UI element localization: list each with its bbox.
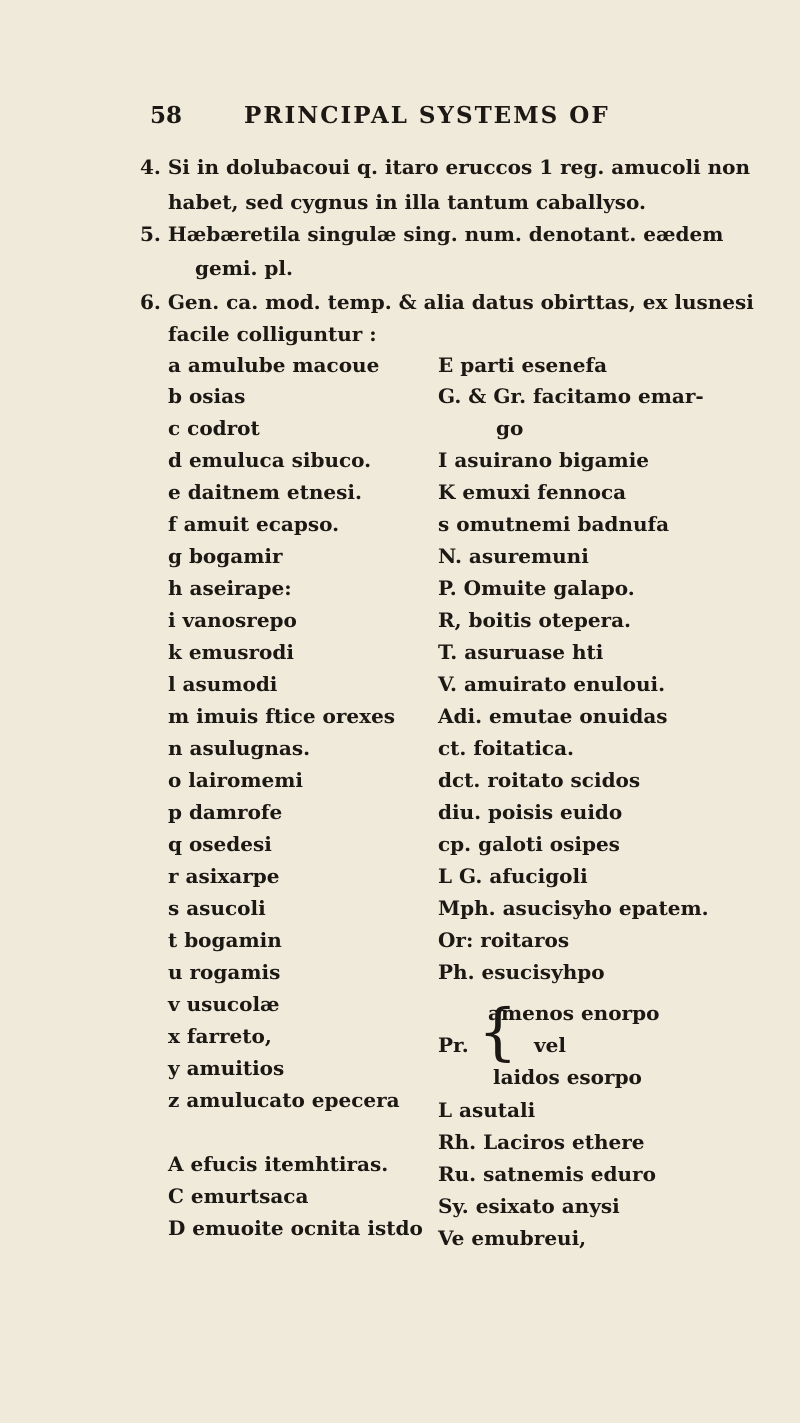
list-item: g bogamir (168, 544, 283, 568)
list-item: V. amuirato enuloui. (438, 672, 666, 696)
intro-line: gemi. pl. (195, 256, 293, 280)
list-item: r asixarpe (168, 864, 280, 888)
list-item: Or: roitaros (438, 928, 570, 952)
list-item: l asumodi (168, 672, 278, 696)
list-item: d emuluca sibuco. (168, 448, 372, 472)
list-item: L asutali (438, 1098, 536, 1122)
list-item: v usucolæ (168, 992, 280, 1016)
list-item: t bogamin (168, 928, 282, 952)
list-item: e daitnem etnesi. (168, 480, 362, 504)
list-item (438, 416, 523, 440)
list-item: E parti esenefa (438, 353, 608, 377)
brace-entry (438, 995, 798, 1091)
list-item: h aseirape: (168, 576, 292, 600)
list-item: Mph. asucisyho epatem. (438, 896, 709, 920)
intro-line: 4. Si in dolubacoui q. itaro eruccos 1 reg. amucoli non (140, 155, 751, 179)
running-title: PRINCIPAL SYSTEMS OF (244, 102, 610, 129)
intro-line: facile colliguntur : (168, 322, 377, 346)
list-item: p damrofe (168, 800, 283, 824)
list-item: Ru. satnemis eduro (438, 1162, 656, 1186)
page-number: 58 (150, 102, 183, 129)
brace-option: laidos esorpo (493, 1065, 642, 1089)
list-item: i vanosrepo (168, 608, 297, 632)
list-item: u rogamis (168, 960, 281, 984)
list-item: T. asuruase hti (438, 640, 604, 664)
intro-line: 5. Hæbæretila singulæ sing. num. denotant. eædem (140, 222, 724, 246)
list-item: n asulugnas. (168, 736, 311, 760)
list-item: k emusrodi (168, 640, 294, 664)
list-item: s asucoli (168, 896, 266, 920)
list-item: N. asuremuni (438, 544, 589, 568)
list-item: P. Omuite galapo. (438, 576, 635, 600)
list-item: A efucis itemhtiras. (168, 1152, 389, 1176)
list-item: Sy. esixato anysi (438, 1194, 620, 1218)
list-item: Adi. emutae onuidas (438, 704, 668, 728)
list-item: I asuirano bigamie (438, 448, 650, 472)
list-item: Ph. esucisyhpo (438, 960, 605, 984)
list-item: s omutnemi badnufa (438, 512, 670, 536)
list-item: c codrot (168, 416, 260, 440)
list-item: b osias (168, 384, 246, 408)
list-item: Rh. Laciros ethere (438, 1130, 645, 1154)
curly-brace-icon: { (478, 995, 518, 1068)
list-item: D emuoite ocnita istdo (168, 1216, 423, 1240)
list-item: R, boitis otepera. (438, 608, 631, 632)
list-item: z amulucato epecera (168, 1088, 400, 1112)
list-item: dct. roitato scidos (438, 768, 641, 792)
list-item: C emurtsaca (168, 1184, 309, 1208)
list-item: y amuitios (168, 1056, 285, 1080)
list-item: L G. afucigoli (438, 864, 588, 888)
list-item: ct. foitatica. (438, 736, 575, 760)
list-item: diu. poisis euido (438, 800, 623, 824)
list-item: K emuxi fennoca (438, 480, 627, 504)
list-item: a amulube macoue (168, 353, 380, 377)
page-header (150, 102, 610, 129)
brace-option: vel (534, 1033, 566, 1057)
list-item: x farreto, (168, 1024, 272, 1048)
brace-label: Pr. (438, 1033, 469, 1057)
intro-line: 6. Gen. ca. mod. temp. & alia datus obirttas, ex lusnesi (140, 290, 754, 314)
list-item: o lairomemi (168, 768, 303, 792)
list-item: m imuis ftice orexes (168, 704, 396, 728)
intro-line: habet, sed cygnus in illa tantum caballyso. (168, 190, 646, 214)
list-item: f amuit ecapso. (168, 512, 340, 536)
list-item: G. & Gr. facitamo emar- (438, 384, 704, 408)
brace-option: amenos enorpo (488, 1001, 660, 1025)
list-item: cp. galoti osipes (438, 832, 620, 856)
list-item-continuation: go (496, 416, 524, 440)
list-item: Ve emubreui, (438, 1226, 587, 1250)
list-item: q osedesi (168, 832, 272, 856)
